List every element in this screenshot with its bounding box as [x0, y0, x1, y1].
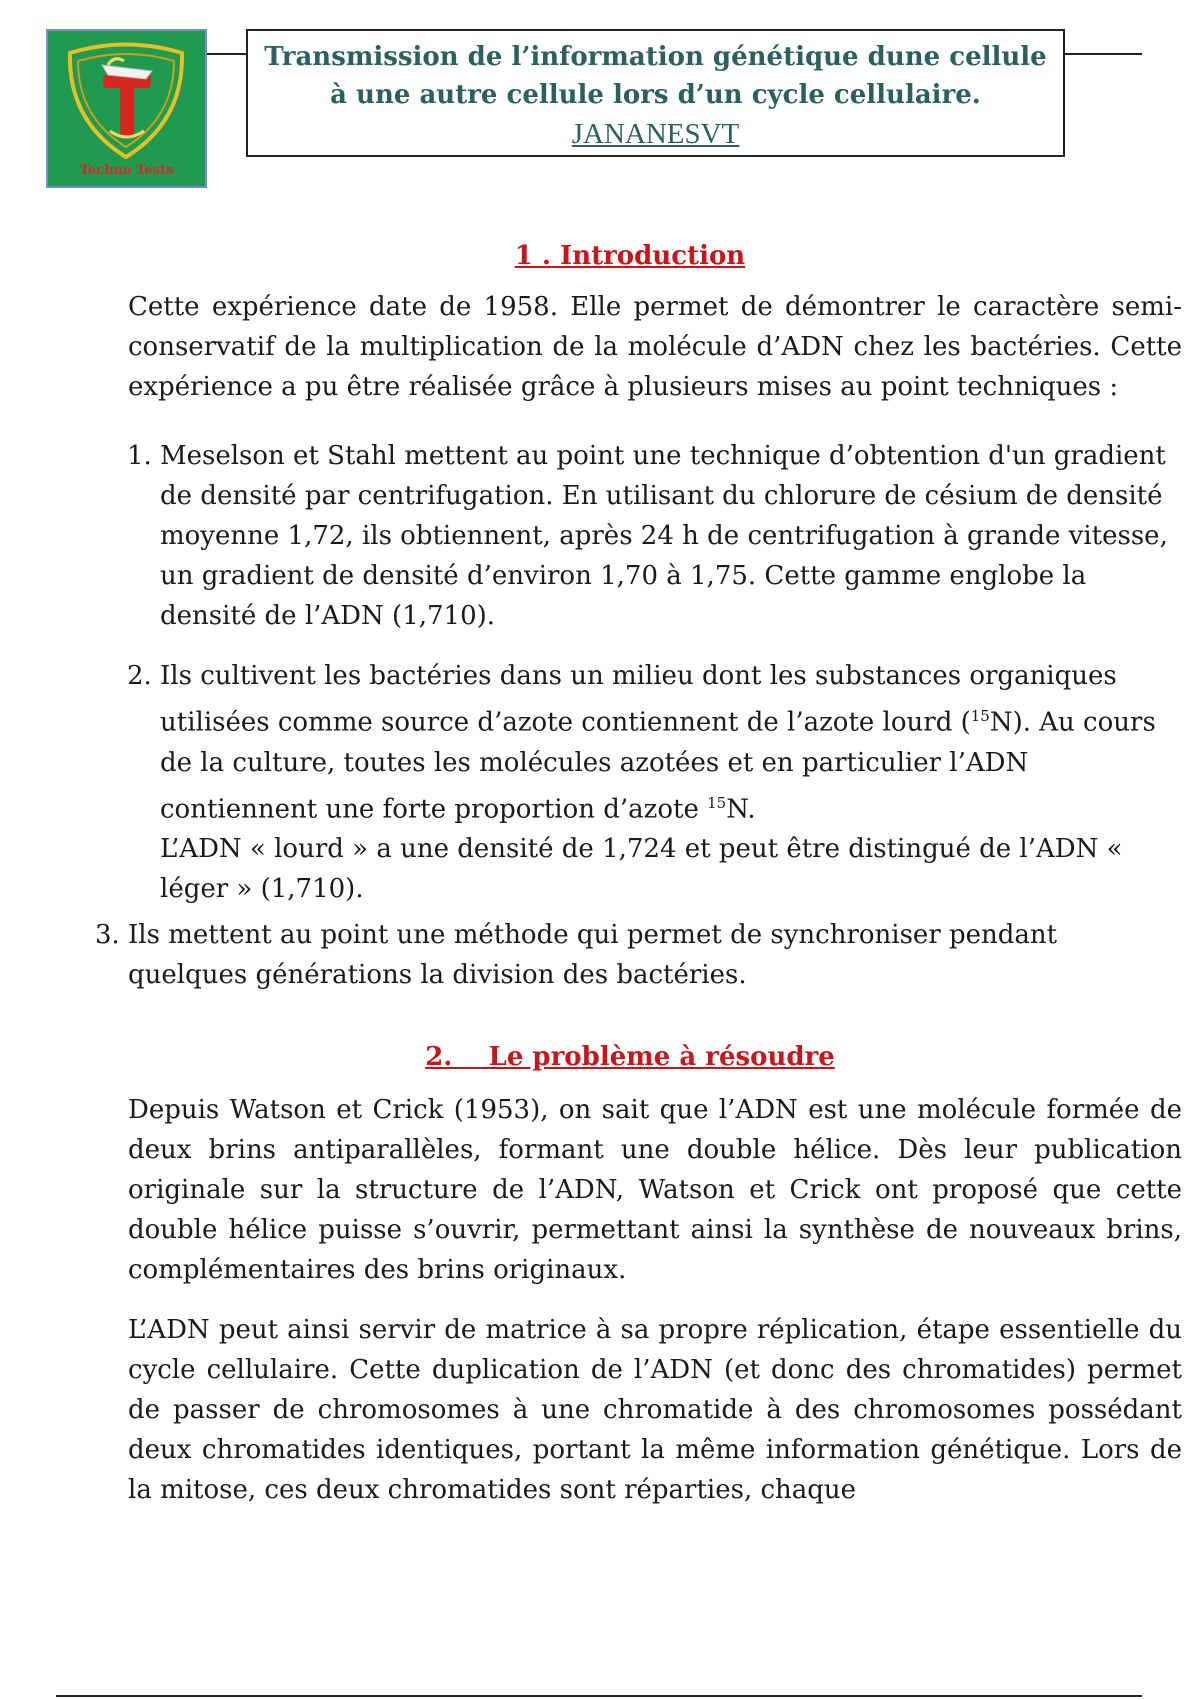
list-item-text-d: L’ADN « lourd » a une densité de 1,724 et peut être distingué de l’ADN « léger » (1,710).	[160, 834, 1123, 905]
title-line-2: à une autre cellule lors d’un cycle cellulaire.	[330, 80, 981, 110]
logo	[46, 29, 207, 188]
intro-paragraph: Cette expérience date de 1958. Elle permet de démontrer le caractère semi-conservatif de la multiplication de la molécule d’ADN chez les bactéries. Cette expérience a pu être réalisée grâce à plusieurs mises au point techniques :	[128, 292, 1182, 402]
footer-rule	[56, 1695, 1142, 1697]
title-box	[246, 29, 1065, 157]
header-rule-right	[1064, 53, 1142, 55]
isotope-superscript: 15	[970, 707, 990, 725]
title-line-1: Transmission de l’information génétique dune cellule	[264, 42, 1047, 72]
header-rule-left	[207, 53, 247, 55]
author-name: JANANESVT	[571, 118, 740, 150]
list-item-text-b: N). Au cours de la culture, toutes les molécules azotées et en particulier l’ADN contiennent une forte proportion d’azote	[160, 707, 1156, 825]
logo-caption: Techno Tests	[79, 163, 174, 178]
list-number: 3.	[95, 920, 120, 950]
list-item-text: Ils mettent au point une méthode qui permet de synchroniser pendant quelques générations la division des bactéries.	[128, 920, 1058, 990]
paragraph-watson-crick: Depuis Watson et Crick (1953), on sait que l’ADN est une molécule formée de deux brins antiparallèles, formant une double hélice. Dès leur publication originale sur la structure de l’ADN, Watson et Crick ont proposé que cette double hélice puisse s’ouvrir, permettant ainsi la synthèse de nouveaux brins, complémentaires des brins originaux.	[128, 1095, 1182, 1285]
list-number: 2.	[127, 661, 152, 691]
list-item-text-c: N.	[726, 794, 756, 825]
paragraph-replication: L’ADN peut ainsi servir de matrice à sa propre réplication, étape essentielle du cycle cellulaire. Cette duplication de l’ADN (et donc des chromatides) permet de passer de chromosomes à une chromatide à des chromosomes possédant deux chromatides identiques, portant la même information génétique. Lors de la mitose, ces deux chromatides sont réparties, chaque	[128, 1315, 1182, 1505]
list-item	[127, 656, 1182, 909]
list-item-text-a: Ils cultivent les bactéries dans un milieu dont les substances organiques utilisées comme source d’azote contiennent de l’azote lourd (	[160, 661, 1117, 738]
list-item	[95, 915, 1182, 995]
list-item	[127, 436, 1182, 636]
section-2-heading: 2. Le problème à résoudre	[425, 1042, 835, 1072]
list-number: 1.	[127, 441, 152, 471]
list-item-text: Meselson et Stahl mettent au point une technique d’obtention d'un gradient de densité par centrifugation. En utilisant du chlorure de césium de densité moyenne 1,72, ils obtiennent, après 24 h de centrifugation à grande vitesse, un gradient de densité d’environ 1,70 à 1,75. Cette gamme englobe la densité de l’ADN (1,710).	[160, 441, 1168, 631]
section-1-heading: 1 . Introduction	[514, 241, 746, 271]
isotope-superscript: 15	[707, 793, 727, 812]
